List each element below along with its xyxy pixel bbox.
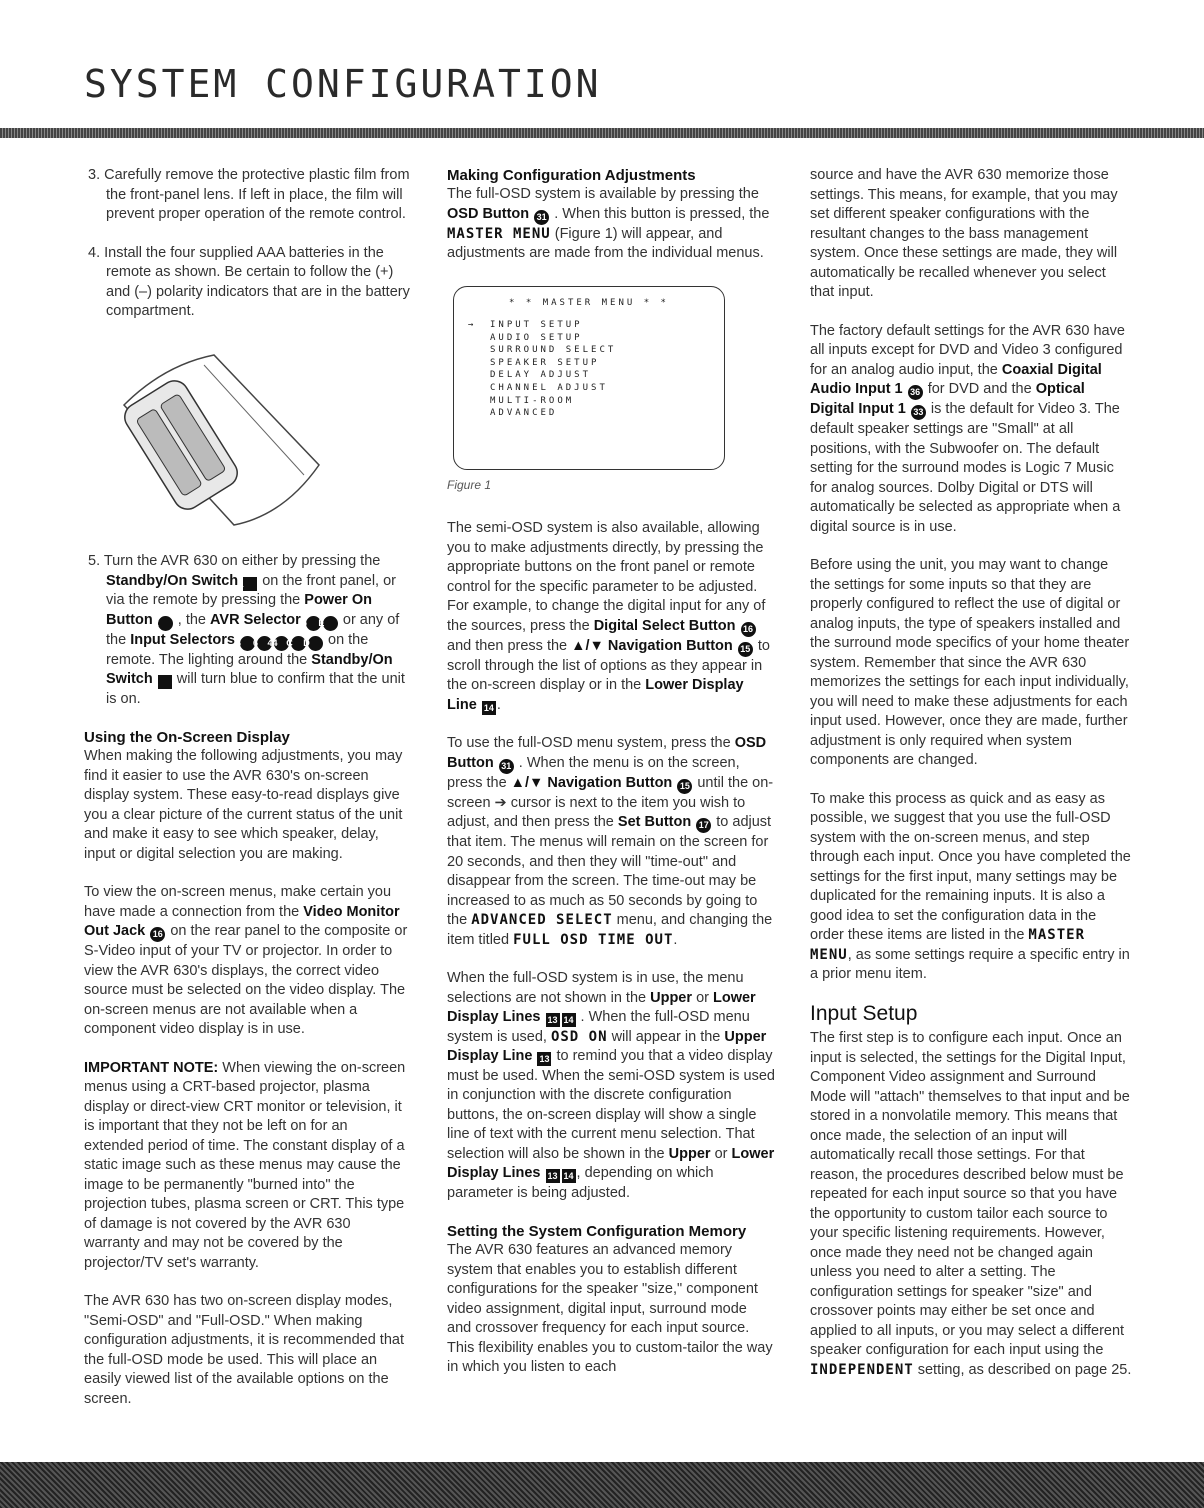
paragraph: The semi-OSD system is also available, allowing you to make adjustments directly, by pressing the appropriate buttons on the front panel or remote control for the specific parameter to be adjusted. For example, to change the digital input for any of the sources, press the Digital Select Button 16 and then press the ▲/▼ Navigation Button 15 to scroll through the list of options as they appear in the on-screen display or in the Lower Display Line 14 . — [447, 520, 770, 713]
display-line-badge: 13 — [539, 1054, 550, 1064]
master-menu-figure — [453, 286, 725, 470]
osd-menu-item: SPEAKER SETUP — [490, 357, 600, 368]
button-badge: 15 — [738, 642, 753, 657]
button-badge: 16 — [741, 622, 756, 637]
display-line-badge: 14 — [563, 1171, 574, 1181]
paragraph: To make this process as quick and as easy as possible, we suggest that you use the full-OSD system with the on-screen menus, and step through each input. Once you have completed the settings for the first input, many settings may be duplicated for the remaining inputs. It is also a good idea to set the configuration data in the order these items are listed in the MASTER MENU, as some settings require a specific entry in a prior menu item. — [810, 790, 1131, 982]
paragraph: When making the following adjustments, you may find it easier to use the AVR 630's on-screen display system. These easy-to-read displays give you a clear picture of the current status of the unit and make it easy to see which speaker, delay, input or digital selection you are making. — [84, 748, 403, 862]
osd-menu-item: AUDIO SETUP — [490, 332, 583, 343]
page-title: SYSTEM CONFIGURATION — [84, 62, 602, 106]
cursor-arrow-icon: → — [468, 320, 477, 331]
input-jack-badge: 33 — [911, 405, 926, 420]
paragraph: Before using the unit, you may want to change the settings for some inputs so that they are properly configured to reflect the use of digital or analog inputs, the type of speakers installed and the surround mode specifics of your home theater system. Remember that since the AVR 630 memorizes the settings for each input individually, you will need to make these adjustments for each input used. However, once they are made, further adjustment is only required when system components are changed. — [810, 557, 1130, 768]
power-button-badge: 2 — [158, 616, 173, 631]
switch-number-badge: 1 — [158, 675, 172, 689]
button-badge: 31 — [499, 759, 514, 774]
figure-caption: Figure 1 — [447, 477, 492, 492]
avr-selector-badge: E — [323, 616, 338, 631]
input-selector-badge: D — [308, 636, 323, 651]
paragraph: The factory default settings for the AVR 630 have all inputs except for DVD and Video 3 configured for an analog audio input, the Coaxial Digital Audio Input 1 36 for DVD and the Optical Digital Input 1 33 is the default for Video 3. The default speaker settings are "Small" at all positions, with the Subwoofer on. The default setting for the surround modes is Logic 7 Music for analog sources. Dolby Digital or DTS will automatically be selected as appropriate when a digital source is in use. — [810, 322, 1125, 535]
input-selector-badge: 4 — [240, 636, 255, 651]
osd-menu-item: → INPUT SETUP — [468, 320, 583, 331]
osd-menu-item: CHANNEL ADJUST — [490, 383, 608, 394]
osd-menu-item: SURROUND SELECT — [490, 345, 617, 356]
display-line-badge: 14 — [483, 702, 494, 713]
section-heading: Using the On-Screen Display — [84, 729, 290, 746]
column-left — [84, 166, 410, 1428]
important-note: IMPORTANT NOTE: When viewing the on-screen menus using a CRT-based projector, plasma display or direct-view CRT monitor or television, it is important that they not be left on for an extended period of time. The constant display of a static image such as these menus may cause the image to be permanently "burned into" the projection tubes, plasma screen or CRT. This type of damage is not covered by the AVR 630 warranty and may not be covered by the projector/TV set's warranty. — [84, 1059, 406, 1271]
paragraph: To view the on-screen menus, make certain you have made a connection from the Video Monitor Out Jack 16 on the rear panel to the composite or S-Video input of your TV or projector. In order to view the AVR 630's displays, the correct video source must be selected on the video display. The on-screen menus are not available when a component video display is in use. — [84, 884, 408, 1037]
input-jack-badge: 36 — [908, 385, 923, 400]
avr-selector-badge: 5 — [306, 616, 321, 631]
paragraph: The AVR 630 has two on-screen display modes, "Semi-OSD" and "Full-OSD." When making configuration adjustments, it is recommended that the full-OSD mode be used. This will place an easily viewed list of the available options on the screen. — [84, 1293, 404, 1407]
section-heading: Setting the System Configuration Memory — [447, 1223, 747, 1240]
column-middle — [447, 166, 775, 1397]
section-heading: Making Configuration Adjustments — [447, 167, 696, 184]
paragraph: The AVR 630 features an advanced memory system that enables you to establish different configurations for the speaker "size," component video assignment, digital input, surround mode and crossover frequency for each input source. This flexibility enables you to custom-tailor the way in which you listen to each — [447, 1242, 773, 1375]
step-3: 3. Carefully remove the protective plastic film from the front-panel lens. If left in place, the film will prevent proper operation of the remote control. — [88, 167, 410, 222]
osd-menu-item: MULTI-ROOM — [490, 395, 575, 406]
osd-menu-item: ADVANCED — [490, 408, 558, 419]
button-badge: 15 — [677, 779, 692, 794]
paragraph: The first step is to configure each input. Once an input is selected, the settings for the Digital Input, Component Video assignment and Surround Mode will "attach" themselves to that input and be stored in a nonvolatile memory. This means that once made, the selection of an input will automatically recall those settings. For that reason, the procedures described below must be repeated for each input source so that you have the opportunity to custom tailor each source to your specific listening requirements. However, once made they need not be changed again unless you need to alter a setting. The configuration settings for speaker "size" and crossover points may either be set once and applied to all inputs, or you may select a different speaker configuration for each input using the INDEPENDENT setting, as described on page 25. — [810, 1030, 1132, 1378]
input-selector-badge: 6 — [257, 636, 272, 651]
osd-menu-item: DELAY ADJUST — [490, 370, 592, 381]
step-5: 5. Turn the AVR 630 on either by pressing the Standby/On Switch 1 on the front panel, or via the remote by pressing the Power On Button 2 , the AVR Selector 5 E or any of the Input Selectors 4 6 44 C D on the remote. The lighting around the Standby/On Switch 1 will turn blue to confirm that the unit is on. — [88, 553, 405, 707]
footer-band — [0, 1462, 1204, 1508]
paragraph: The full-OSD system is available by pressing the OSD Button 31 . When this button is pressed, the MASTER MENU (Figure 1) will appear, and adjustments are made from the individual menus. — [447, 186, 770, 261]
remote-battery-illustration — [104, 345, 334, 530]
paragraph: When the full-OSD system is in use, the menu selections are not shown in the Upper or Lower Display Lines 13 14 . When the full-OSD menu system is used, OSD ON will appear in the Upper Display Line 13 to remind you that a video display must be used. When the semi-OSD system is used in conjunction with the discrete configuration buttons, the on-screen display will show a single line of text with the current menu selection. That selection will also be shown in the Upper or Lower Display Lines 13 14 , depending on which parameter is being adjusted. — [447, 970, 775, 1201]
display-line-badge: 13 — [547, 1015, 558, 1025]
section-heading-large: Input Setup — [810, 1001, 918, 1025]
switch-number-badge: 1 — [243, 577, 257, 591]
paragraph: To use the full-OSD menu system, press the OSD Button 31 . When the menu is on the screen, press the ▲/▼ Navigation Button 15 until the on-screen ➔ cursor is next to the item you wish to adjust, and then press the Set Button 17 to adjust that item. The menus will remain on the screen for 20 seconds, and then they will "time-out" and disappear from the screen. The time-out may be increased to as much as 50 seconds by going to the ADVANCED SELECT menu, and changing the item titled FULL OSD TIME OUT. — [447, 735, 774, 948]
input-selector-badge: C — [291, 636, 306, 651]
paragraph: source and have the AVR 630 memorize those settings. This means, for example, that you may set different speaker configurations with the resultant changes to the bass management system. Once these settings are made, they will automatically be recalled whenever you select that input. — [810, 167, 1118, 300]
display-line-badge: 13 — [547, 1171, 558, 1181]
input-selector-badge: 44 — [274, 636, 289, 651]
jack-badge: 16 — [150, 927, 165, 942]
display-line-badge: 14 — [563, 1015, 574, 1025]
osd-menu-title: * * MASTER MENU * * — [509, 297, 669, 308]
step-4: 4. Install the four supplied AAA batteries in the remote as shown. Be certain to follow the (+) and (–) polarity indicators that are in the battery compartment. — [88, 244, 410, 319]
column-right — [810, 166, 1132, 1399]
osd-button-badge: 31 — [534, 210, 549, 225]
button-badge: 17 — [696, 818, 711, 833]
title-rule — [0, 128, 1204, 138]
